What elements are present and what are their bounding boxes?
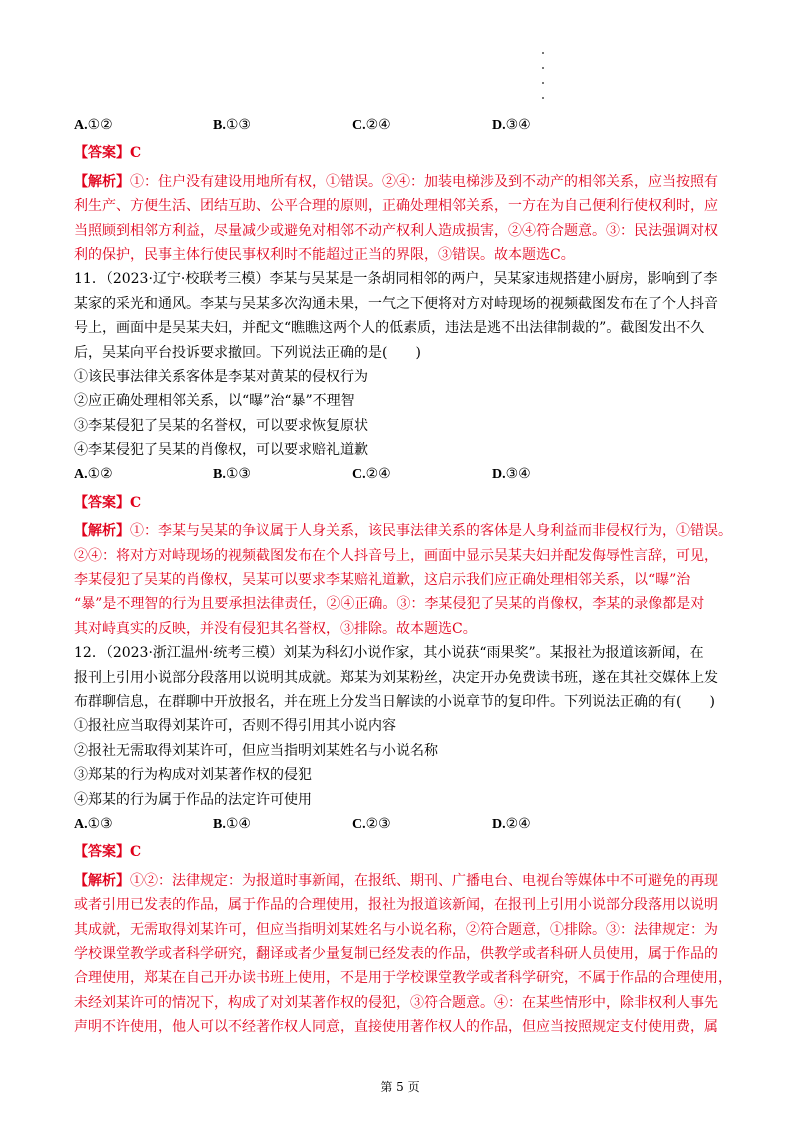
q11-statement: ②应正确处理相邻关系，以“曝”治“暴”不理智 bbox=[74, 393, 355, 410]
q12-stem-line: 报刊上引用小说部分段落用以说明其成就。郑某为刘某粉丝，决定开办免费读书班，遂在其社交媒体上发 bbox=[74, 669, 718, 686]
q12-analysis-line: 声明不许使用，他人可以不经著作权人同意，直接使用著作权人的作品，但应当按照规定支付使用费，属 bbox=[74, 1019, 718, 1036]
q12-analysis-line: 其成就，无需取得刘某许可，但应当指明刘某姓名与小说名称，②符合题意，①排除。③：法律规定：为 bbox=[74, 921, 718, 938]
q12-analysis-line: 【解析】①②：法律规定：为报道时事新闻，在报纸、期刊、广播电台、电视台等媒体中不可避免的再现 bbox=[74, 872, 718, 889]
q10-options bbox=[74, 113, 740, 137]
q10-option-b: B.①③ bbox=[213, 117, 251, 133]
q12-analysis-line: 或者引用已发表的作品，属于作品的合理使用，报社为报道该新闻，在报刊上引用小说部分段落用以说明 bbox=[74, 897, 718, 914]
q11-analysis-line: 李某侵犯了吴某的肖像权，吴某可以要求李某赔礼道歉，这启示我们应正确处理相邻关系，以“曝”治 bbox=[74, 572, 691, 589]
q11-analysis-line: 其对峙真实的反映，并没有侵犯其名誉权，③排除。故本题选C。 bbox=[74, 620, 477, 637]
q12-stem-line: 12．（2023·浙江温州·统考三模）刘某为科幻小说作家，其小说获“雨果奖”。某报社为报道该新闻，在 bbox=[74, 645, 704, 662]
q11-answer: 【答案】C bbox=[74, 494, 142, 511]
q11-statement: ①该民事法律关系客体是李某对黄某的侵权行为 bbox=[74, 368, 368, 385]
q12-analysis-line: 学校课堂教学或者科学研究，翻译或者少量复制已经发表的作品，供教学或者科研人员使用，属于作品的 bbox=[74, 945, 718, 962]
q10-analysis-line: 利的保护，民事主体行使民事权利时不能超过正当的界限，③错误。故本题选C。 bbox=[74, 246, 575, 263]
q10-analysis-line: 【解析】①：住户没有建设用地所有权，①错误。②④：加装电梯涉及到不动产的相邻关系，应当按照有 bbox=[74, 173, 718, 190]
page-content bbox=[74, 113, 740, 1039]
q11-option-a: A.①② bbox=[74, 466, 113, 483]
q12-option-c: C.②③ bbox=[352, 815, 391, 832]
q10-option-d: D.③④ bbox=[492, 117, 531, 133]
q11-analysis-line: 【解析】①：李某与吴某的争议属于人身关系，该民事法律关系的客体是人身利益而非侵权行为，①错误。 bbox=[74, 523, 732, 540]
q10-analysis-line: 当照顾到相邻方利益，尽量减少或避免对相邻不动产权利人造成损害，②④符合题意。③：民法强调对权 bbox=[74, 222, 718, 239]
q11-stem-line: 后，吴某向平台投诉要求撤回。下列说法正确的是( ) bbox=[74, 344, 421, 361]
q12-options bbox=[74, 812, 740, 836]
q12-option-a: A.①③ bbox=[74, 815, 113, 832]
q12-option-b: B.①④ bbox=[213, 815, 251, 832]
margin-dots bbox=[542, 52, 546, 112]
page-number: 第 5 页 bbox=[380, 1080, 420, 1094]
q10-option-c: C.②④ bbox=[352, 117, 391, 133]
q12-statement: ②报社无需取得刘某许可，但应当指明刘某姓名与小说名称 bbox=[74, 742, 438, 759]
q11-stem-line: 某家的采光和通风。李某与吴某多次沟通未果，一气之下便将对方对峙现场的视频截图发布在了个人抖音 bbox=[74, 295, 718, 312]
q12-statement: ①报社应当取得刘某许可，否则不得引用其小说内容 bbox=[74, 718, 396, 735]
q12-analysis-line: 未经刘某许可的情况下，构成了对刘某著作权的侵犯，③符合题意。④：在某些情形中，除非权利人事先 bbox=[74, 994, 718, 1011]
q11-options bbox=[74, 462, 740, 486]
q11-statement: ③李某侵犯了吴某的名誉权，可以要求恢复原状 bbox=[74, 417, 368, 434]
q12-option-d: D.②④ bbox=[492, 815, 531, 832]
q12-answer: 【答案】C bbox=[74, 844, 142, 861]
q11-option-c: C.②④ bbox=[352, 466, 391, 483]
q10-analysis-line: 利生产、方便生活、团结互助、公平合理的原则，正确处理相邻关系，一方在为自己便利行使权利时，应 bbox=[74, 198, 718, 215]
q11-analysis-line: ②④：将对方对峙现场的视频截图发布在个人抖音号上，画面中显示吴某夫妇并配发侮辱性言辞，可见， bbox=[74, 547, 718, 564]
q11-stem-line: 号上，画面中是吴某夫妇，并配文“瞧瞧这两个人的低素质，违法是逃不出法律制裁的”。截图发出不久 bbox=[74, 320, 705, 337]
q11-analysis-line: “暴”是不理智的行为且要承担法律责任，②④正确。③：李某侵犯了吴某的肖像权，李某的录像都是对 bbox=[74, 596, 705, 613]
q11-stem-line: 11．（2023·辽宁·校联考三模）李某与吴某是一条胡同相邻的两户，吴某家违规搭建小厨房，影响到了李 bbox=[74, 271, 718, 288]
q12-statement: ④郑某的行为属于作品的法定许可使用 bbox=[74, 791, 312, 808]
q11-statement: ④李某侵犯了吴某的肖像权，可以要求赔礼道歉 bbox=[74, 442, 368, 459]
q10-option-a: A.①② bbox=[74, 117, 113, 133]
q12-statement: ③郑某的行为构成对刘某著作权的侵犯 bbox=[74, 767, 312, 784]
q11-option-d: D.③④ bbox=[492, 466, 531, 483]
q12-stem-line: 布群聊信息，在群聊中开放报名，并在班上分发当日解读的小说章节的复印件。下列说法正确的有( ) bbox=[74, 693, 715, 710]
q12-analysis-line: 合理使用，郑某在自己开办读书班上使用，不是用于学校课堂教学或者科学研究，不属于作品的合理使用， bbox=[74, 970, 732, 987]
q10-answer: 【答案】C bbox=[74, 145, 142, 162]
q11-option-b: B.①③ bbox=[213, 466, 251, 483]
